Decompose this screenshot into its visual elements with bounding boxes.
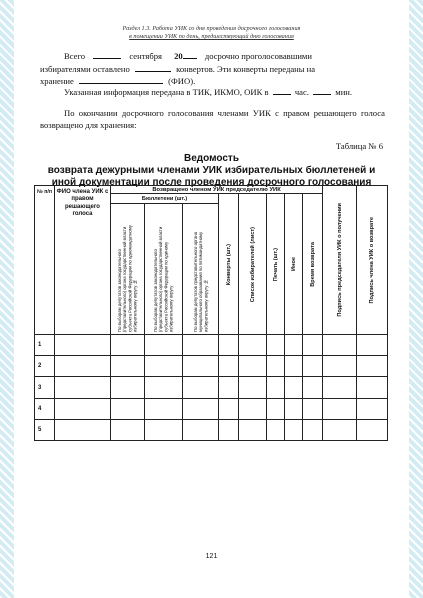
text-hour: час.: [294, 87, 309, 97]
column-header-other-text: Иное: [290, 257, 297, 272]
column-group-returned: Возвращено членом УИК председателю УИК: [111, 186, 323, 194]
title-line-2: возврата дежурными членами УИК избирательных бюллетеней и: [47, 165, 376, 176]
column-header-seal: [267, 194, 285, 335]
header-line-1: Раздел 1.3. Работа УИК со дня проведения досрочного голосования: [122, 25, 301, 32]
return-register-table: [34, 185, 388, 441]
blank-hour: [273, 86, 291, 95]
table-row: [35, 398, 388, 419]
blank-envelopes: [135, 63, 171, 72]
paragraph-total: [40, 50, 385, 88]
column-header-voter-list-text: Список избирателей (лист): [249, 226, 256, 302]
column-header-ballot-single-mandate: [111, 203, 145, 334]
column-group-ballots: Бюллетени (шт.): [111, 194, 219, 204]
blank-day: [93, 50, 121, 59]
column-header-sign-chair-text: Подпись председателя УИК о получении: [336, 203, 343, 317]
blank-year: [183, 50, 197, 59]
text-vsego: Всего: [64, 51, 86, 61]
text-minute: мин.: [335, 87, 353, 97]
table-row: [35, 419, 388, 440]
column-header-ballot-unified-text: По выборам депутатов законодательного (представительного) органа государственной власти субъекта Российской Федерации по единому избирательному округу: [153, 226, 174, 333]
table-number: Таблица № 6: [335, 141, 383, 151]
paragraph-returned: По окончании досрочного голосования членами УИК с правом решающего голоса возвращено для хранения:: [40, 108, 385, 130]
column-header-fio: ФИО члена УИК с правом решающего голоса: [55, 186, 111, 335]
text-envelopes: конвертов. Эти конверты переданы на: [176, 63, 316, 74]
column-header-envelopes: [219, 194, 239, 335]
table-row: [35, 377, 388, 398]
column-header-seal-text: Печать (шт.): [272, 247, 279, 281]
title-line-1: Ведомость: [184, 153, 239, 164]
left-decorative-stripe: [0, 0, 14, 598]
text-month: сентября: [129, 51, 162, 61]
title-line-3: иной документации после проведения досрочного голосования: [51, 177, 372, 188]
column-header-ballot-unified: [145, 203, 183, 334]
column-header-number: № п/п: [35, 186, 55, 335]
paragraph-info-transfer: [40, 86, 385, 99]
column-header-sign-member-text: Подпись члена УИК о возврате: [369, 216, 376, 304]
column-header-other: [285, 194, 303, 335]
column-header-return-time: [303, 194, 323, 335]
blank-minute: [313, 86, 331, 95]
column-header-return-time-text: Время возврата: [309, 241, 316, 287]
table-row: [35, 356, 388, 377]
row-number: 4: [35, 398, 55, 419]
column-header-ballot-single-mandate-text: По выборам депутатов законодательного (представительного) органа государственной власти субъекта Российской Федерации по одномандатному избирательному округу №: [117, 225, 138, 333]
blank-fio: [79, 75, 163, 84]
row-number: 5: [35, 419, 55, 440]
column-header-ballot-municipal: [183, 203, 219, 334]
row-number: 1: [35, 335, 55, 356]
text-left-by: избирателями оставлено: [40, 63, 130, 74]
column-header-sign-chair: [323, 186, 357, 335]
text-year-prefix: 20: [174, 51, 183, 61]
column-header-ballot-municipal-text: По выборам депутатов представительного органа муниципального образования по пятимандатному избирательному округу №: [192, 231, 209, 333]
running-header: [30, 25, 393, 41]
row-number: 2: [35, 356, 55, 377]
text-fio: (ФИО).: [168, 76, 196, 86]
right-decorative-stripe: [409, 0, 423, 598]
row-number: 3: [35, 377, 55, 398]
column-header-voter-list: [239, 194, 267, 335]
page-number: 121: [205, 553, 218, 560]
text-early-voters: досрочно проголосовавшими: [204, 51, 312, 61]
table-row: [35, 335, 388, 356]
header-line-2: в помещении УИК по день, предшествующий дню голосования: [129, 33, 294, 40]
column-header-sign-member: [357, 186, 388, 335]
document-title: [30, 153, 393, 189]
text-storage: хранение: [40, 76, 74, 86]
column-header-envelopes-text: Конверты (шт.): [225, 243, 232, 285]
text-info-passed: Указанная информация передана в ТИК, ИКМО, ОИК в: [64, 87, 269, 97]
